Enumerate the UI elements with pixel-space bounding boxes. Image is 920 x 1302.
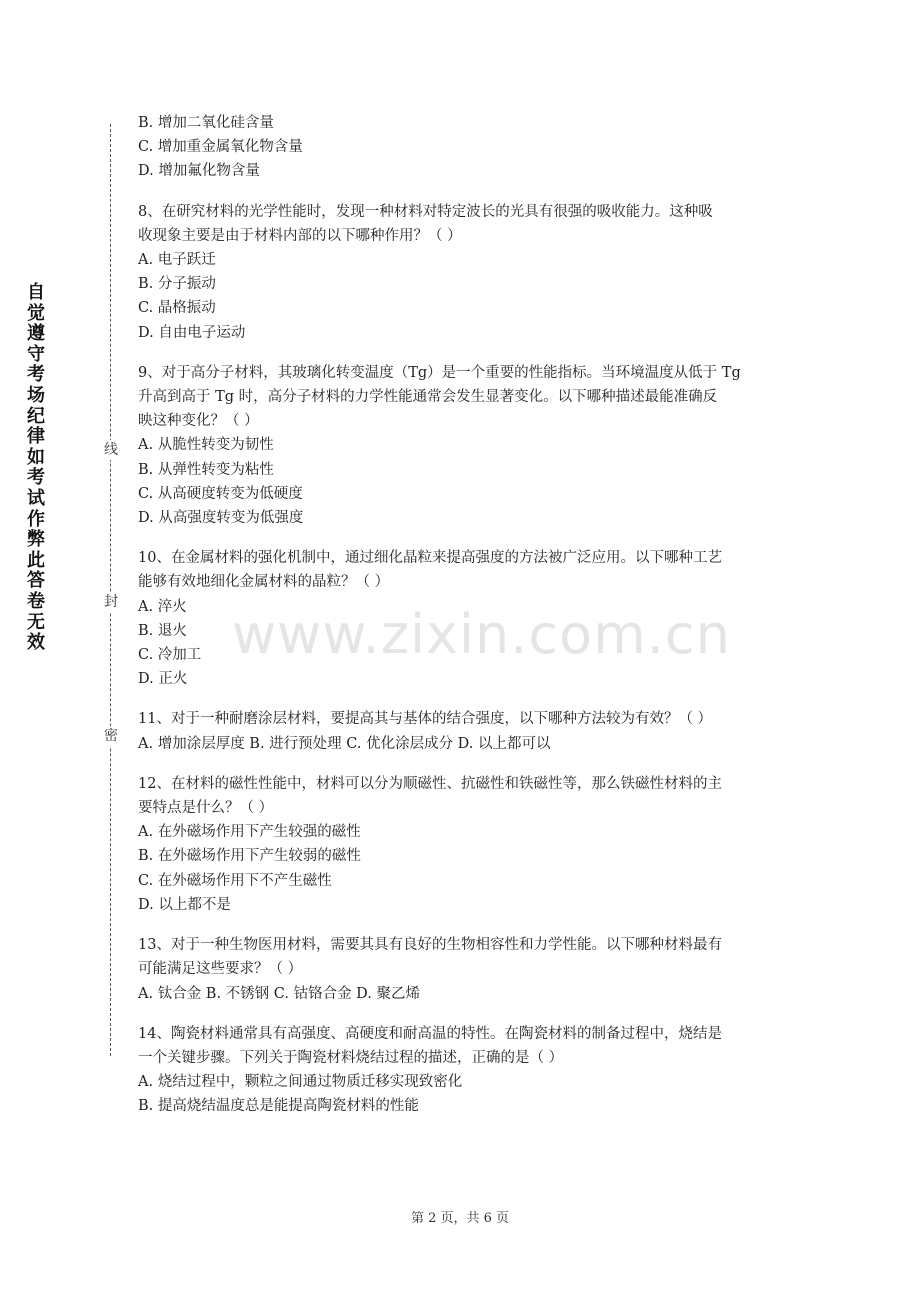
question-block xyxy=(138,772,798,917)
question-stem: 能够有效地细化金属材料的晶粒？（ ） xyxy=(138,574,390,591)
question-stem: 12、在材料的磁性性能中，材料可以分为顺磁性、抗磁性和铁磁性等，那么铁磁性材料的主 xyxy=(138,775,722,792)
option-line: B. 退火 xyxy=(138,622,187,639)
question-stem: 可能满足这些要求？（ ） xyxy=(138,961,303,978)
option-line: A. 电子跃迁 xyxy=(138,252,216,269)
binding-char-xian: 线 xyxy=(101,440,121,460)
option-line: D. 从高强度转变为低强度 xyxy=(138,510,304,527)
question-stem: 10、在金属材料的强化机制中，通过细化晶粒来提高强度的方法被广泛应用。以下哪种工艺 xyxy=(138,550,722,567)
question-stem: 映这种变化？（ ） xyxy=(138,413,259,430)
option-line: D. 增加氟化物含量 xyxy=(138,163,260,180)
site-watermark: www.zixin.com.cn xyxy=(232,603,731,666)
binding-char-mi: 密 xyxy=(101,726,121,746)
option-line: A. 钛合金 B. 不锈钢 C. 钴铬合金 D. 聚乙烯 xyxy=(138,985,421,1002)
option-line: B. 提高烧结温度总是能提高陶瓷材料的性能 xyxy=(138,1098,419,1115)
question-block xyxy=(138,933,798,1006)
option-line: B. 在外磁场作用下产生较弱的磁性 xyxy=(138,848,361,865)
question-stem: 一个关键步骤。下列关于陶瓷材料烧结过程的描述，正确的是（ ） xyxy=(138,1049,564,1066)
question-stem: 要特点是什么？（ ） xyxy=(138,800,274,817)
option-line: D. 以上都不是 xyxy=(138,896,231,913)
question-stem: 收现象主要是由于材料内部的以下哪种作用？（ ） xyxy=(138,227,462,244)
question-block xyxy=(138,1022,798,1119)
question-stem: 8、在研究材料的光学性能时，发现一种材料对特定波长的光具有很强的吸收能力。这种吸 xyxy=(138,203,713,220)
binding-dashed-line xyxy=(110,124,111,1056)
option-line: A. 烧结过程中，颗粒之间通过物质迁移实现致密化 xyxy=(138,1074,463,1091)
question-stem: 11、对于一种耐磨涂层材料，要提高其与基体的结合强度，以下哪种方法较为有效？（ ） xyxy=(138,711,713,728)
question-stem: 升高到高于 Tg 时，高分子材料的力学性能通常会发生显著变化。以下哪种描述最能准确反 xyxy=(138,389,718,406)
option-line: C. 在外磁场作用下不产生磁性 xyxy=(138,872,332,889)
option-line: A. 增加涂层厚度 B. 进行预处理 C. 优化涂层成分 D. 以上都可以 xyxy=(138,735,551,752)
question-stem: 13、对于一种生物医用材料，需要其具有良好的生物相容性和力学性能。以下哪种材料最有 xyxy=(138,937,722,954)
page-footer: 第 2 页，共 6 页 xyxy=(410,1211,510,1226)
option-line: D. 正火 xyxy=(138,671,188,688)
option-line: C. 增加重金属氧化物含量 xyxy=(138,139,303,156)
option-line: C. 冷加工 xyxy=(138,647,202,664)
option-line: C. 晶格振动 xyxy=(138,300,216,317)
exam-discipline-notice: 自觉遵守考场纪律如考试作弊此答卷无效 xyxy=(27,282,45,654)
question-block xyxy=(138,361,798,530)
question-block xyxy=(138,200,798,345)
question-stem: 14、陶瓷材料通常具有高强度、高硬度和耐高温的特性。在陶瓷材料的制备过程中，烧结是 xyxy=(138,1025,722,1042)
binding-char-feng: 封 xyxy=(101,592,121,612)
option-line: A. 从脆性转变为韧性 xyxy=(138,437,274,454)
question-stem: 9、对于高分子材料，其玻璃化转变温度（Tg）是一个重要的性能指标。当环境温度从低于 Tg xyxy=(138,364,741,381)
option-line: B. 从弹性转变为粘性 xyxy=(138,461,274,478)
option-line: A. 淬火 xyxy=(138,598,187,615)
question-block xyxy=(138,707,798,755)
option-line: D. 自由电子运动 xyxy=(138,324,246,341)
option-line: B. 分子振动 xyxy=(138,276,216,293)
option-line: B. 增加二氧化硅含量 xyxy=(138,115,274,131)
option-line: A. 在外磁场作用下产生较强的磁性 xyxy=(138,824,361,841)
option-line: C. 从高硬度转变为低硬度 xyxy=(138,485,303,502)
question-block xyxy=(138,111,798,184)
